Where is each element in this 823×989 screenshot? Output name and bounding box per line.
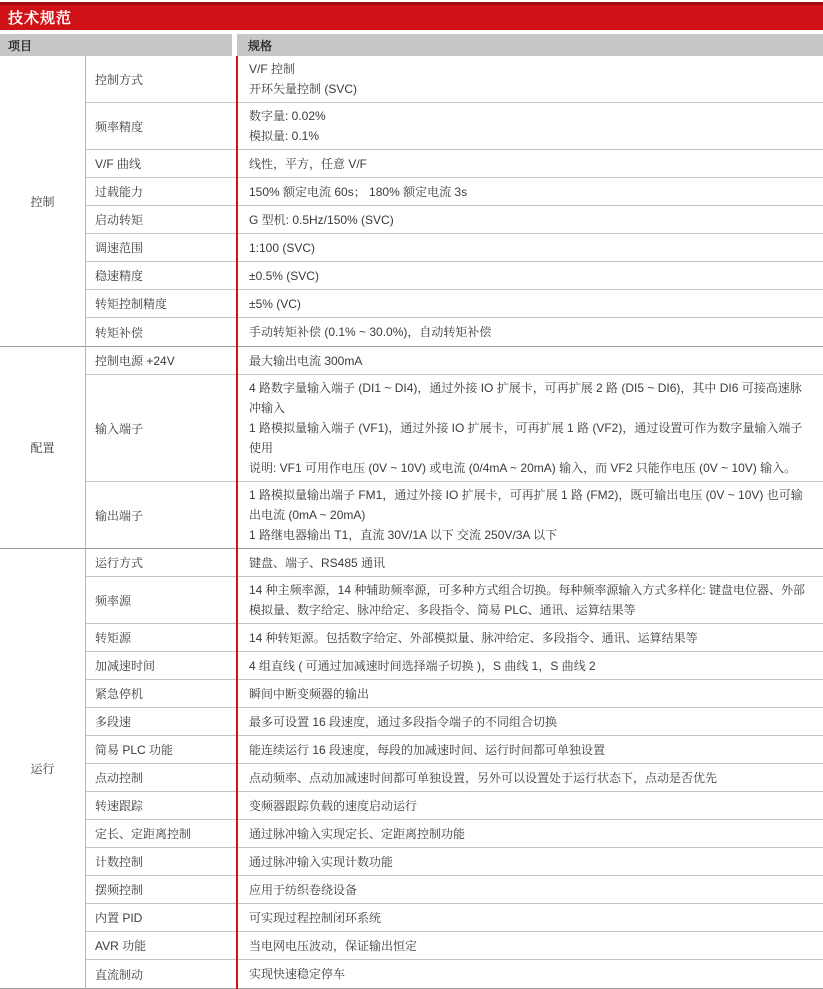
spec-text-line: G 型机: 0.5Hz/150% (SVC) [249, 212, 394, 227]
item-name-cell: 控制电源 +24V [95, 354, 175, 368]
spec-text-line: 键盘、端子、RS485 通讯 [249, 555, 386, 570]
spec-text-line: 14 种主频率源，14 种辅助频率源，可多种方式组合切换。每种频率源输入方式多样化: 键盘电位器、外部模拟量、数字给定、脉冲给定、多段指令、简易 PLC、通讯、运算结果等 [249, 583, 806, 617]
item-name-cell: 直流制动 [95, 967, 144, 982]
item-name-cell: 定长、定距离控制 [95, 827, 192, 841]
spec-text-line: 可实现过程控制闭环系统 [249, 910, 382, 925]
spec-text-line: ±0.5% (SVC) [249, 268, 319, 283]
item-name-cell: 稳速精度 [95, 269, 144, 283]
spec-text-line: 最大输出电流 300mA [249, 353, 363, 368]
spec-text-line: 4 组直线 ( 可通过加减速时间选择端子切换 )，S 曲线 1，S 曲线 2 [249, 658, 596, 673]
spec-text-line: 当电网电压波动，保证输出恒定 [249, 938, 418, 953]
spec-value-cell [237, 904, 823, 931]
item-name-cell: 输出端子 [95, 508, 144, 523]
spec-value-cell [237, 318, 823, 346]
group-name-label: 配置 [30, 441, 55, 455]
column-header-spec [237, 34, 823, 56]
spec-value-cell [237, 178, 823, 205]
spec-text-line: V/F 控制 [249, 62, 296, 76]
spec-text-line: 通过脉冲输入实现计数功能 [249, 854, 394, 869]
column-header-spec-label: 规格 [248, 38, 273, 53]
spec-value-cell [237, 848, 823, 875]
spec-text-line: 最多可设置 16 段速度，通过多段指令端子的不同组合切换 [249, 714, 558, 729]
spec-value-cell [237, 736, 823, 763]
spec-value-cell [237, 792, 823, 819]
column-header-item [0, 34, 232, 56]
item-name-cell: 转矩控制精度 [95, 297, 168, 311]
table-row [85, 820, 823, 848]
table-row [85, 624, 823, 652]
spec-text-line: 手动转矩补偿 (0.1% ~ 30.0%)，自动转矩补偿 [249, 325, 492, 339]
group-rows [85, 347, 823, 548]
item-name-cell: 加减速时间 [95, 659, 156, 673]
spec-group [0, 347, 823, 549]
spec-value-cell [237, 932, 823, 959]
item-name-cell: 运行方式 [95, 556, 144, 570]
spec-text-line: 1:100 (SVC) [249, 240, 316, 255]
table-row [85, 848, 823, 876]
spec-text-line: 开环矢量控制 (SVC) [249, 82, 358, 96]
item-name-cell: 控制方式 [95, 72, 144, 87]
item-name-cell: 计数控制 [95, 855, 144, 869]
table-row [85, 792, 823, 820]
table-row [85, 736, 823, 764]
item-name-cell: 内置 PID [95, 911, 143, 925]
group-name-label: 运行 [30, 762, 55, 776]
table-row [85, 680, 823, 708]
spec-value-cell [237, 56, 823, 102]
item-name-cell: 启动转矩 [95, 213, 144, 227]
spec-value-cell [237, 375, 823, 481]
spec-text-line: 瞬间中断变频器的输出 [249, 686, 370, 701]
item-name-cell: 频率精度 [95, 119, 144, 134]
spec-sheet-page [0, 2, 823, 982]
spec-text-line: 说明: VF1 可用作电压 (0V ~ 10V) 或电流 (0/4mA ~ 20mA) 输入，而 VF2 只能作电压 (0V ~ 10V) 输入。 [249, 461, 797, 475]
table-row [85, 262, 823, 290]
spec-text-line: 能连续运行 16 段速度，每段的加减速时间、运行时间都可单独设置 [249, 742, 606, 757]
spec-text-line: 点动频率、点动加减速时间都可单独设置，另外可以设置处于运行状态下，点动是否优先 [249, 770, 718, 785]
table-row [85, 708, 823, 736]
item-name-cell: 简易 PLC 功能 [95, 743, 174, 757]
table-row [85, 56, 823, 103]
spec-value-cell [237, 708, 823, 735]
table-row [85, 652, 823, 680]
spec-value-cell [237, 680, 823, 707]
table-row [85, 375, 823, 482]
table-row [85, 764, 823, 792]
item-name-cell: 转矩补偿 [95, 325, 144, 340]
spec-text-line: 150% 额定电流 60s； 180% 额定电流 3s [249, 184, 468, 199]
spec-value-cell [237, 150, 823, 177]
spec-text-line: 线性，平方，任意 V/F [249, 156, 368, 171]
table-row [85, 318, 823, 346]
table-row [85, 206, 823, 234]
spec-text-line: 通过脉冲输入实现定长、定距离控制功能 [249, 826, 466, 841]
item-name-cell: 输入端子 [95, 421, 144, 436]
spec-text-line: 1 路模拟量输入端子 (VF1)，通过外接 IO 扩展卡，可再扩展 1 路 (VF2)，通过设置可作为数字量输入端子使用 [249, 421, 803, 455]
spec-group [0, 549, 823, 989]
table-row [85, 876, 823, 904]
item-name-cell: 过载能力 [95, 185, 144, 199]
group-rows [85, 56, 823, 346]
spec-text-line: 14 种转矩源。包括数字给定、外部模拟量、脉冲给定、多段指令、通讯、运算结果等 [249, 630, 698, 645]
spec-value-cell [237, 549, 823, 576]
table-row [85, 482, 823, 548]
spec-text-line: 实现快速稳定停车 [249, 967, 346, 981]
spec-value-cell [237, 103, 823, 149]
spec-text-line: 模拟量: 0.1% [249, 129, 320, 143]
item-name-cell: 多段速 [95, 715, 132, 729]
table-row [85, 577, 823, 624]
spec-text-line: 应用于纺织卷绕设备 [249, 882, 358, 897]
table-row [85, 904, 823, 932]
table-row [85, 960, 823, 988]
item-name-cell: 摆频控制 [95, 883, 144, 897]
spec-value-cell [237, 577, 823, 623]
spec-group [0, 56, 823, 347]
spec-text-line: 1 路继电器输出 T1，直流 30V/1A 以下 交流 250V/3A 以下 [249, 528, 558, 542]
spec-text-line: ±5% (VC) [249, 296, 301, 311]
spec-text-line: 变频器跟踪负载的速度启动运行 [249, 798, 418, 813]
spec-value-cell [237, 624, 823, 651]
item-name-cell: 转速跟踪 [95, 799, 144, 813]
spec-value-cell [237, 262, 823, 289]
spec-value-cell [237, 347, 823, 374]
spec-value-cell [237, 764, 823, 791]
item-name-cell: 频率源 [95, 593, 132, 608]
spec-table-body [0, 56, 823, 989]
table-row [85, 290, 823, 318]
table-row [85, 150, 823, 178]
table-row [85, 103, 823, 150]
spec-value-cell [237, 652, 823, 679]
spec-value-cell [237, 234, 823, 261]
table-row [85, 347, 823, 375]
spec-value-cell [237, 876, 823, 903]
item-name-cell: 转矩源 [95, 631, 132, 645]
table-row [85, 178, 823, 206]
page-title: 技术规范 [8, 10, 73, 27]
spec-text-line: 1 路模拟量输出端子 FM1，通过外接 IO 扩展卡，可再扩展 1 路 (FM2)，既可输出电压 (0V ~ 10V) 也可输出电流 (0mA ~ 20mA) [249, 488, 803, 522]
table-row [85, 234, 823, 262]
item-name-cell: 点动控制 [95, 771, 144, 785]
table-row [85, 549, 823, 577]
spec-value-cell [237, 290, 823, 317]
spec-value-cell [237, 206, 823, 233]
item-name-cell: AVR 功能 [95, 939, 147, 953]
item-name-cell: 紧急停机 [95, 687, 144, 701]
spec-text-line: 数字量: 0.02% [249, 109, 326, 123]
spec-value-cell [237, 820, 823, 847]
page-title-bar [0, 2, 823, 30]
item-name-cell: 调速范围 [95, 241, 144, 255]
spec-value-cell [237, 960, 823, 988]
column-header-row [0, 34, 823, 56]
table-row [85, 932, 823, 960]
group-name-label: 控制 [30, 194, 55, 209]
spec-text-line: 4 路数字量输入端子 (DI1 ~ DI4)，通过外接 IO 扩展卡，可再扩展 2 路 (DI5 ~ DI6)，其中 DI6 可接高速脉冲输入 [249, 381, 802, 415]
spec-value-cell [237, 482, 823, 548]
item-name-cell: V/F 曲线 [95, 157, 142, 171]
group-rows [85, 549, 823, 988]
column-header-item-label: 项目 [8, 38, 33, 53]
